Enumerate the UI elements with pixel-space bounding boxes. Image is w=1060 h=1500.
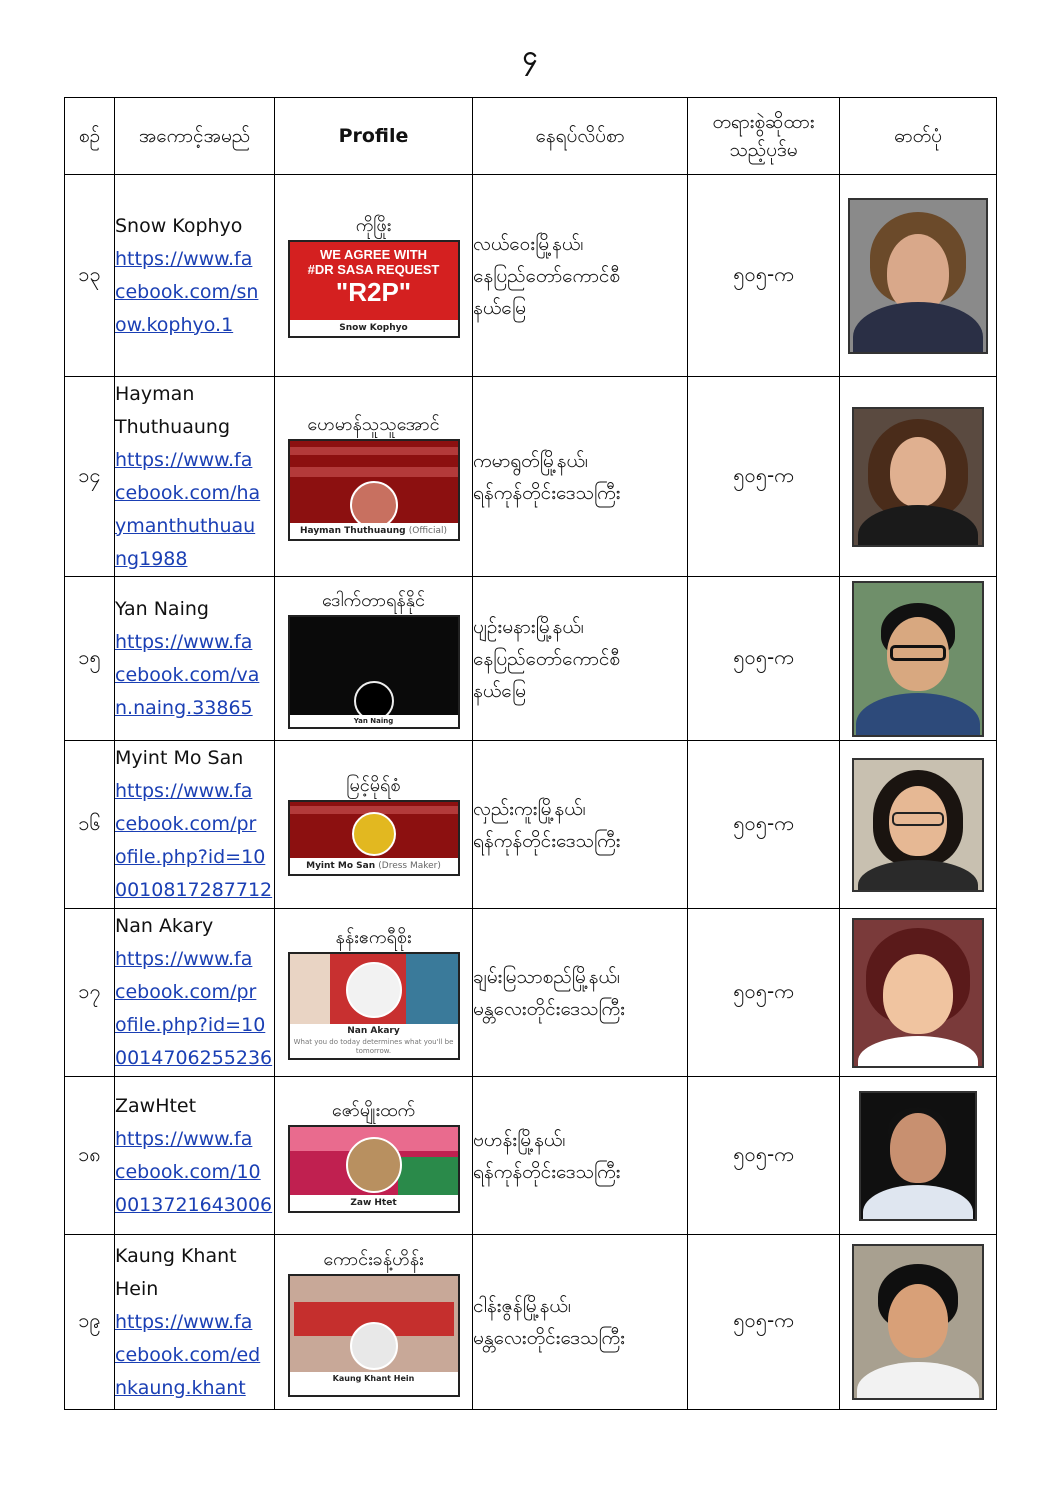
header-profile: Profile xyxy=(275,98,473,175)
address-line: ချမ်းမြသာစည်မြို့နယ်၊ xyxy=(473,965,620,988)
link-line: 0014706255236 xyxy=(115,1047,273,1069)
thumbnail-subcaption: What you do today determines what you'll be tomorrow. xyxy=(293,1037,454,1055)
link-line: cebook.com/10 xyxy=(115,1160,261,1183)
header-photo: ဓာတ်ပုံ xyxy=(840,98,997,175)
page-number: ၄ xyxy=(522,41,538,71)
caption-name: Myint Mo San xyxy=(306,860,376,871)
address-line: မန္တလေးတိုင်းဒေသကြီး xyxy=(473,1327,625,1349)
avatar xyxy=(352,812,396,856)
person-photo xyxy=(852,407,984,547)
profile-thumbnail xyxy=(288,1125,460,1213)
address-line: ကမာရွတ်မြို့နယ်၊ xyxy=(473,449,588,472)
profile-link[interactable] xyxy=(115,1128,272,1216)
caption-name: Hayman Thuthuaung xyxy=(299,525,406,536)
account-cell xyxy=(115,1235,275,1410)
cover-text: #DR SASA REQUEST xyxy=(307,261,440,277)
profile-cell xyxy=(275,577,473,741)
row-number: ၁၈ xyxy=(65,1077,115,1235)
account-name: Snow Kophyo xyxy=(115,214,243,237)
account-cell xyxy=(115,741,275,909)
photo-cell xyxy=(840,909,997,1077)
profile-name: နန်းဧကရီစိုး xyxy=(335,926,412,948)
address-line: ငါန်းဇွန်မြို့နယ်၊ xyxy=(473,1295,571,1317)
cover-image xyxy=(290,1127,458,1195)
link-line: https://www.fa xyxy=(115,630,253,653)
account-name: Hayman Thuthuaung xyxy=(115,382,231,438)
link-line: ng1988 xyxy=(115,547,188,570)
table-row xyxy=(65,175,997,377)
cover-text: WE AGREE WITH xyxy=(319,246,428,262)
table-row xyxy=(65,1235,997,1410)
address-cell xyxy=(473,175,688,377)
address-cell xyxy=(473,377,688,577)
caption-suffix: (Dress Maker) xyxy=(378,860,441,871)
profile-thumbnail xyxy=(288,800,460,876)
cover-image xyxy=(290,1276,458,1372)
header-law-line1: တရားစွဲဆိုထား xyxy=(712,110,815,133)
address-line: နေပြည်တော်ကောင်စီ xyxy=(473,264,621,287)
link-line: cebook.com/pr xyxy=(115,813,257,835)
header-address: နေရပ်လိပ်စာ xyxy=(473,98,688,175)
law-section: ၅၀၅-က xyxy=(688,377,840,577)
link-line: n.naing.33865 xyxy=(115,696,253,719)
address-line: လယ်ဝေးမြို့နယ်၊ xyxy=(473,232,584,255)
address-line: နယ်မြေ xyxy=(473,296,527,319)
profile-link[interactable] xyxy=(115,948,272,1069)
link-line: ymanthuthuau xyxy=(115,514,256,537)
address-line: ရန်ကုန်တိုင်းဒေသကြီး xyxy=(473,481,621,504)
link-line: ofile.php?id=10 xyxy=(115,846,266,868)
person-photo xyxy=(848,198,988,354)
profile-name: ဇော်မျိုးထက် xyxy=(331,1099,416,1121)
thumbnail-caption: Nan Akary xyxy=(347,1025,400,1036)
link-line: https://www.fa xyxy=(115,1310,253,1333)
link-line: 0010817287712 xyxy=(115,879,273,901)
table-header-row xyxy=(65,98,997,175)
photo-cell xyxy=(840,577,997,741)
photo-cell xyxy=(840,175,997,377)
table-row xyxy=(65,1077,997,1235)
account-name: Nan Akary xyxy=(115,915,214,937)
person-photo xyxy=(852,918,984,1068)
profile-cell xyxy=(275,1077,473,1235)
address-line: ရန်ကုန်တိုင်းဒေသကြီး xyxy=(473,1160,621,1183)
photo-cell xyxy=(840,1077,997,1235)
photo-cell xyxy=(840,1235,997,1410)
account-cell xyxy=(115,577,275,741)
table-row xyxy=(65,741,997,909)
profile-link[interactable] xyxy=(115,449,260,570)
row-number: ၁၆ xyxy=(65,741,115,909)
accounts-table xyxy=(64,97,997,1410)
table-row xyxy=(65,909,997,1077)
address-line: ဗဟန်းမြို့နယ်၊ xyxy=(473,1128,566,1151)
law-section: ၅၀၅-က xyxy=(688,741,840,909)
cover-image xyxy=(290,617,458,715)
row-number: ၁၃ xyxy=(65,175,115,377)
profile-link[interactable] xyxy=(115,631,259,719)
link-line: cebook.com/sn xyxy=(115,280,259,303)
cover-text: "R2P" xyxy=(335,276,412,307)
account-cell xyxy=(115,175,275,377)
cover-image xyxy=(290,954,458,1024)
profile-cell xyxy=(275,1235,473,1410)
thumbnail-caption: Zaw Htet xyxy=(350,1197,397,1208)
address-cell xyxy=(473,909,688,1077)
row-number: ၁၄ xyxy=(65,377,115,577)
avatar xyxy=(346,1137,402,1193)
avatar xyxy=(346,962,402,1018)
person-photo xyxy=(852,1244,984,1400)
link-line: https://www.fa xyxy=(115,247,253,270)
link-line: cebook.com/ha xyxy=(115,481,261,504)
cover-image xyxy=(290,802,458,858)
profile-name: ဒေါက်တာရန်နိုင် xyxy=(321,589,426,611)
row-number: ၁၇ xyxy=(65,909,115,1077)
profile-thumbnail xyxy=(288,439,460,541)
link-line: https://www.fa xyxy=(115,780,253,802)
thumbnail-caption xyxy=(290,523,458,539)
link-line: ofile.php?id=10 xyxy=(115,1014,266,1036)
account-cell xyxy=(115,1077,275,1235)
address-cell xyxy=(473,577,688,741)
address-cell xyxy=(473,1077,688,1235)
law-section: ၅၀၅-က xyxy=(688,175,840,377)
account-name: Kaung Khant Hein xyxy=(115,1244,237,1300)
address-line: နယ်မြေ xyxy=(473,679,527,702)
address-line: ရန်ကုန်တိုင်းဒေသကြီး xyxy=(473,829,621,852)
law-section: ၅၀၅-က xyxy=(688,1235,840,1410)
law-section: ၅၀၅-က xyxy=(688,909,840,1077)
profile-cell xyxy=(275,741,473,909)
account-cell xyxy=(115,377,275,577)
address-cell xyxy=(473,741,688,909)
profile-link[interactable] xyxy=(115,248,258,336)
account-name: Yan Naing xyxy=(115,597,209,620)
link-line: https://www.fa xyxy=(115,948,253,970)
header-law-line2: သည့်ပုဒ်မ xyxy=(729,139,798,161)
person-photo xyxy=(852,581,984,737)
row-number: ၁၅ xyxy=(65,577,115,741)
link-line: 0013721643006 xyxy=(115,1193,273,1216)
law-section: ၅၀၅-က xyxy=(688,577,840,741)
address-line: ပျဉ်းမနားမြို့နယ်၊ xyxy=(473,615,584,638)
link-line: https://www.fa xyxy=(115,1127,253,1150)
profile-name: မြင့်မိုရ်စံ xyxy=(346,774,401,796)
table-row xyxy=(65,377,997,577)
profile-thumbnail xyxy=(288,1274,460,1397)
avatar xyxy=(350,1322,398,1370)
address-line: နေပြည်တော်ကောင်စီ xyxy=(473,647,621,670)
cover-image xyxy=(290,242,458,320)
photo-cell xyxy=(840,741,997,909)
link-line: cebook.com/pr xyxy=(115,981,257,1003)
profile-link[interactable] xyxy=(115,780,272,901)
account-name: ZawHtet xyxy=(115,1094,197,1117)
thumbnail-caption: Kaung Khant Hein xyxy=(332,1373,415,1383)
header-no: စဉ် xyxy=(65,98,115,175)
link-line: ow.kophyo.1 xyxy=(115,313,234,336)
profile-thumbnail xyxy=(288,240,460,338)
cover-image xyxy=(290,441,458,523)
account-cell xyxy=(115,909,275,1077)
address-line: မန္တလေးတိုင်းဒေသကြီး xyxy=(473,997,625,1020)
law-section: ၅၀၅-က xyxy=(688,1077,840,1235)
avatar xyxy=(354,681,394,715)
thumbnail-caption xyxy=(290,858,458,874)
profile-name: ဟေမာန်သူသူအောင် xyxy=(307,413,440,435)
avatar xyxy=(350,481,398,523)
link-line: nkaung.khant xyxy=(115,1376,246,1399)
address-cell xyxy=(473,1235,688,1410)
profile-cell xyxy=(275,175,473,377)
profile-link[interactable] xyxy=(115,1311,260,1399)
photo-cell xyxy=(840,377,997,577)
profile-name: ကိုဖြိုး xyxy=(355,214,392,236)
profile-thumbnail xyxy=(288,952,460,1060)
account-name: Myint Mo San xyxy=(115,747,244,769)
person-photo xyxy=(859,1091,977,1221)
thumbnail-caption: Snow Kophyo xyxy=(339,322,408,333)
address-line: လှည်းကူးမြို့နယ်၊ xyxy=(473,797,586,820)
thumbnail-caption: Yan Naing xyxy=(353,716,394,725)
profile-thumbnail xyxy=(288,615,460,729)
profile-name: ကောင်းခန့်ဟိန်း xyxy=(323,1248,424,1270)
link-line: https://www.fa xyxy=(115,448,253,471)
caption-suffix: (Official) xyxy=(408,525,447,536)
header-account: အကောင့်အမည် xyxy=(115,98,275,175)
link-line: cebook.com/va xyxy=(115,663,260,686)
row-number: ၁၉ xyxy=(65,1235,115,1410)
header-law xyxy=(688,98,840,175)
link-line: cebook.com/ed xyxy=(115,1343,261,1366)
profile-cell xyxy=(275,377,473,577)
person-photo xyxy=(852,758,984,892)
profile-cell xyxy=(275,909,473,1077)
table-row xyxy=(65,577,997,741)
